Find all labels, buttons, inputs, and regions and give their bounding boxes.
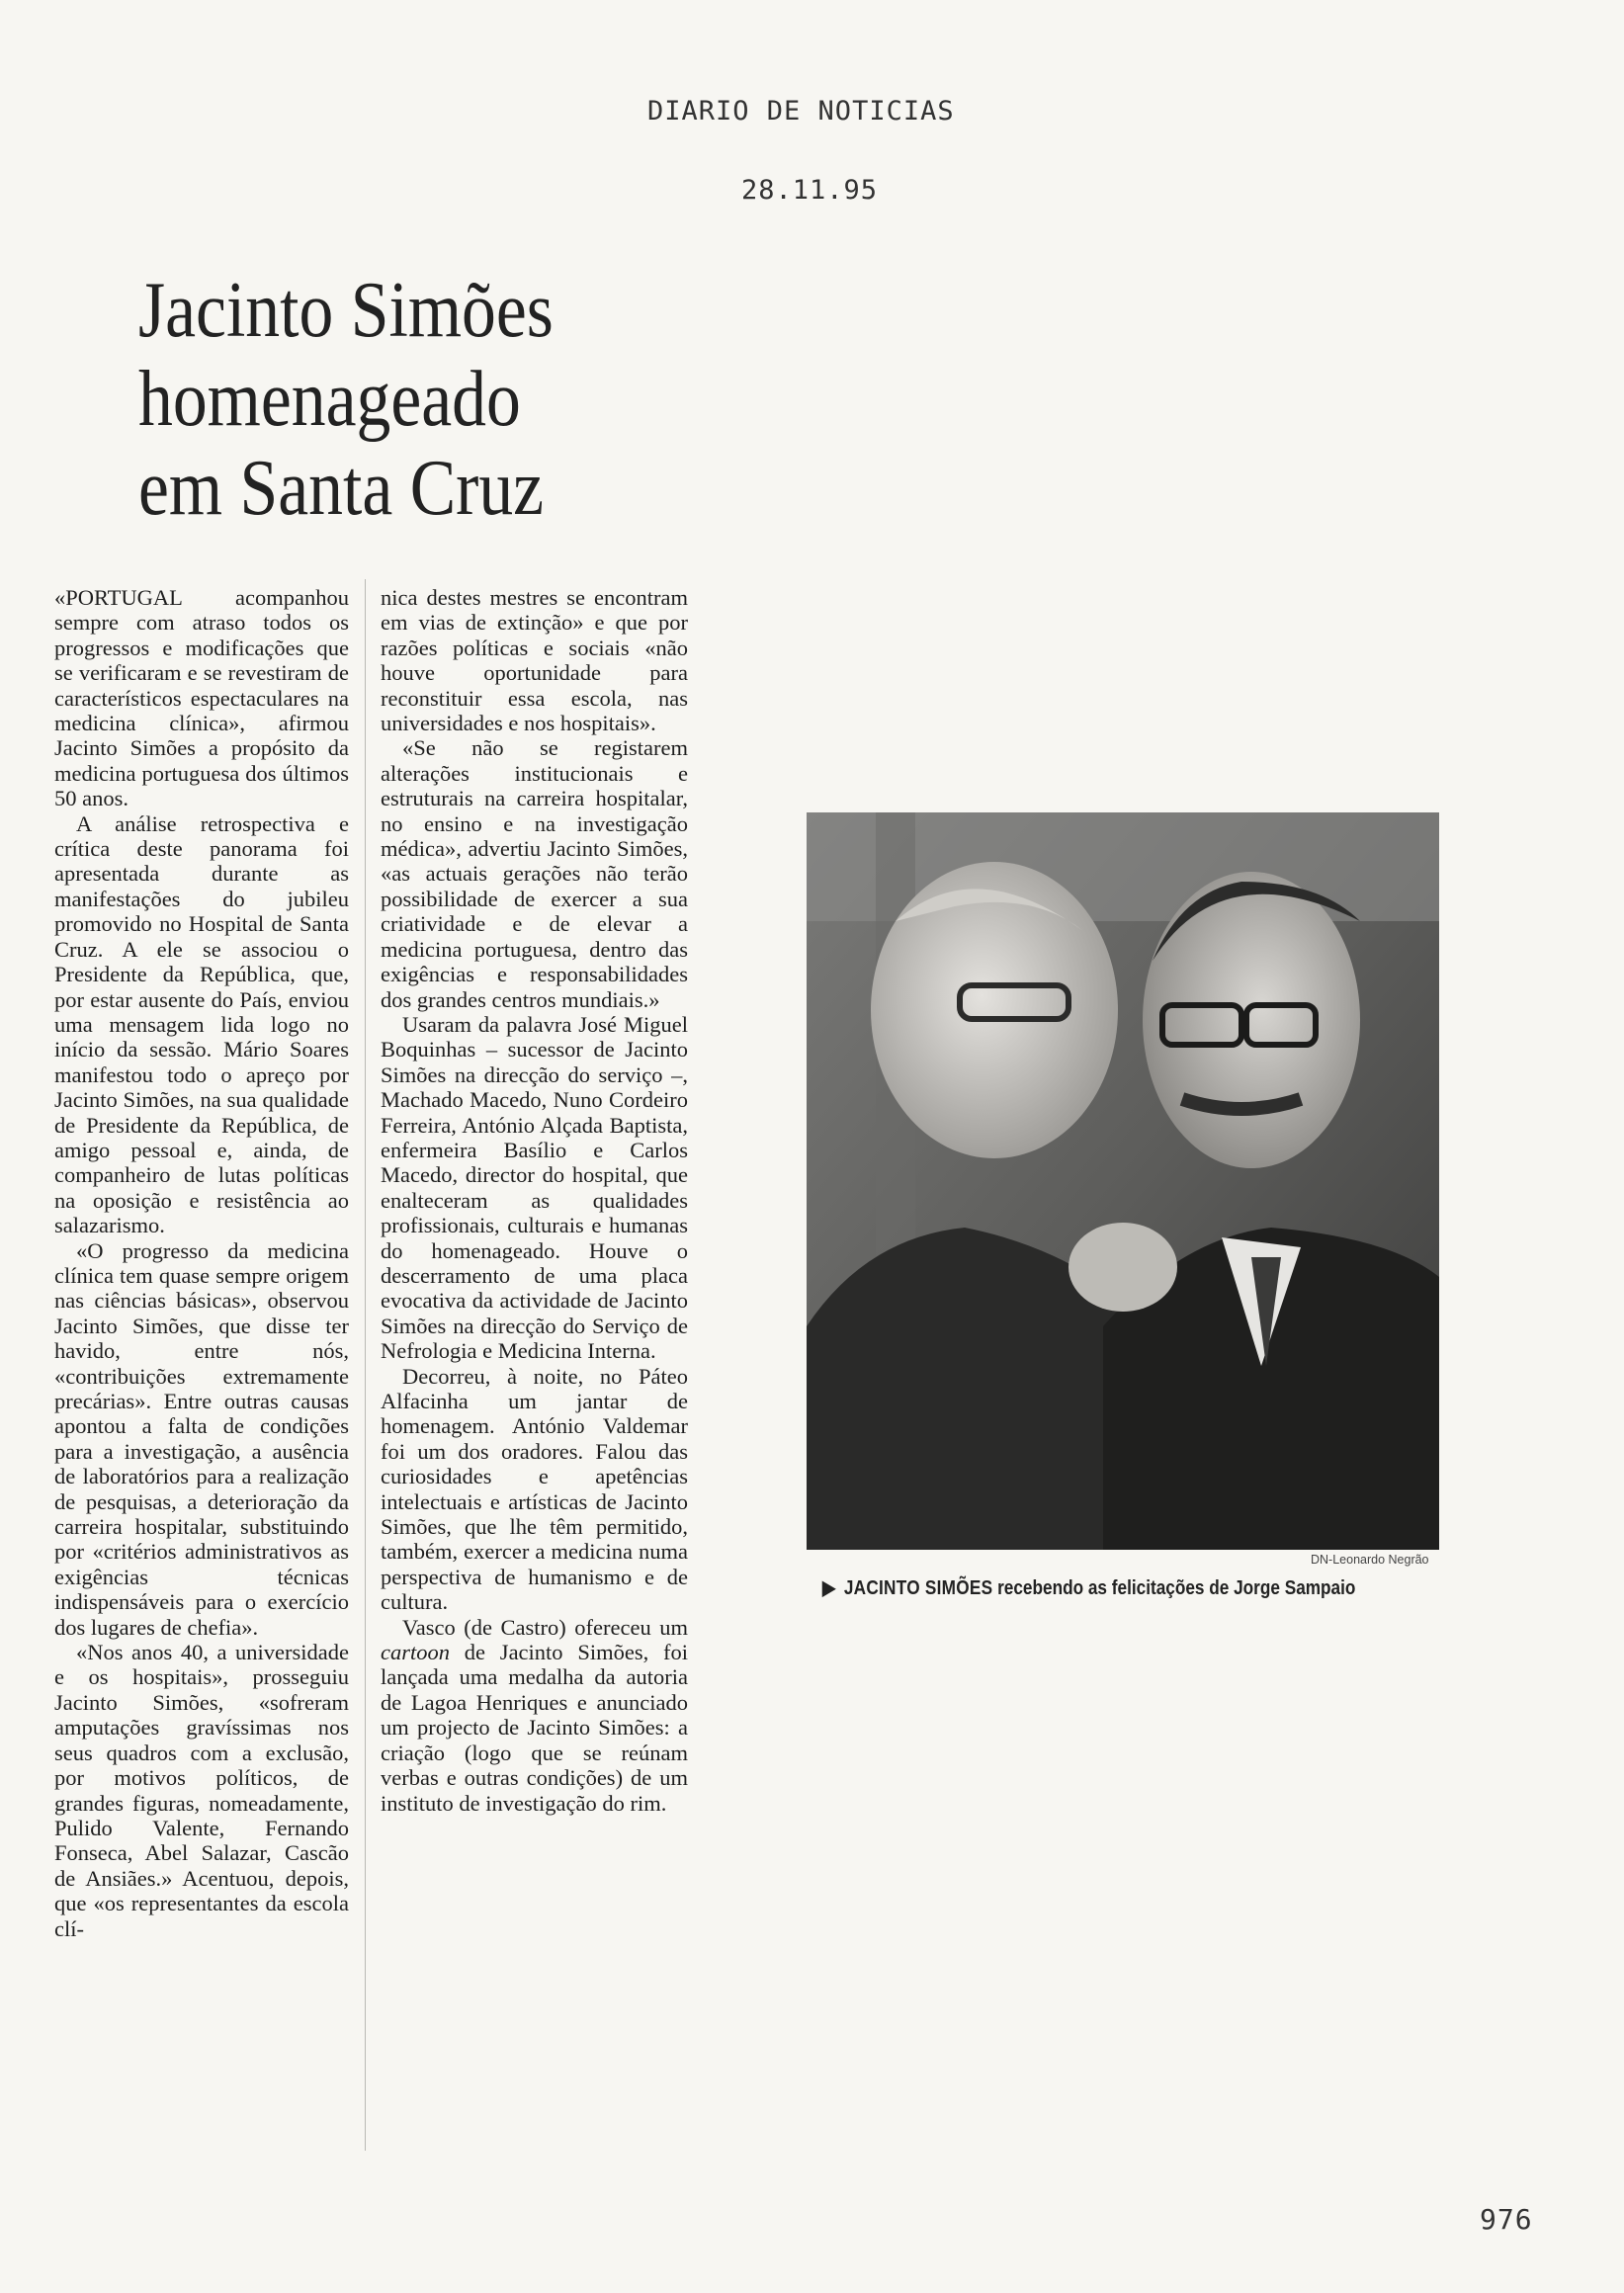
triangle-arrow-icon: ▶ bbox=[822, 1577, 836, 1599]
photo-caption bbox=[822, 1575, 1366, 1600]
headline bbox=[138, 265, 580, 532]
newspaper-source: DIARIO DE NOTICIAS bbox=[647, 96, 955, 127]
page-number: 976 bbox=[1480, 2203, 1533, 2236]
headline-line: homenageado bbox=[138, 354, 521, 443]
headline-line: Jacinto Simões bbox=[138, 265, 554, 354]
headline-line: em Santa Cruz bbox=[138, 443, 545, 532]
paragraph: nica destes mestres se encontram em vias de extinção» e que por razões políticas e sociais «não houve oportunidade para reconstituir essa escola, nas universidades e nos hospitais». bbox=[381, 585, 688, 736]
paragraph: Usaram da palavra José Miguel Boquinhas – sucessor de Jacinto Simões na direcção do serviço –, Machado Macedo, Nuno Cordeiro Ferreira, António Alçada Baptista, enfermeira Basílio e Carlos Macedo, director do hospital, que enalteceram as qualidades profissionais, culturais e humanas do homenageado. Houve o descerramento de uma placa evocativa da actividade de Jacinto Simões na direcção do Serviço de Nefrologia e Medicina Interna. bbox=[381, 1011, 688, 1364]
column-divider bbox=[365, 579, 366, 2151]
text-run: de Jacinto Simões, foi lançada uma medalha da autoria de Lagoa Henriques e anunciado um projecto de Jacinto Simões: a criação (logo que se reúnam verbas e outras condições) de um instituto de investigação do rim. bbox=[381, 1640, 688, 1816]
article-column-1 bbox=[54, 585, 349, 1941]
paragraph: «PORTUGAL acompanhou sempre com atraso todos os progressos e modificações que se verificaram e se revestiram de característicos espectaculares na medicina clínica», afirmou Jacinto Simões a propósito da medicina portuguesa dos últimos 50 anos. bbox=[54, 585, 349, 811]
italic-term: cartoon bbox=[381, 1640, 450, 1665]
article-column-2 bbox=[381, 585, 688, 1816]
paragraph: A análise retrospectiva e crítica deste panorama foi apresentada durante as manifestações do jubileu promovido no Hospital de Santa Cruz. A ele se associou o Presidente da República, que, por estar ausente do País, enviou uma mensagem lida logo no início da sessão. Mário Soares manifestou todo o apreço por Jacinto Simões, na sua qualidade de Presidente da República, de amigo pessoal e, ainda, de companheiro de lutas políticas na oposição e resistência ao salazarismo. bbox=[54, 810, 349, 1238]
news-photo bbox=[807, 812, 1439, 1550]
caption-name: JACINTO SIMÕES bbox=[843, 1577, 993, 1599]
caption-text: recebendo as felicitações de Jorge Sampaio bbox=[997, 1577, 1356, 1599]
photo-credit: DN-Leonardo Negrão bbox=[1311, 1553, 1429, 1567]
paragraph: «Se não se registarem alterações institucionais e estruturais na carreira hospitalar, no ensino e na investigação médica», advertiu Jacinto Simões, «as actuais gerações não terão possibilidade de exercer a sua criatividade e de elevar a medicina portuguesa, dentro das exigências e responsabilidades dos grandes centros mundiais.» bbox=[381, 735, 688, 1012]
text-run: Vasco (de Castro) ofereceu um bbox=[402, 1614, 688, 1640]
paragraph: «O progresso da medicina clínica tem quase sempre origem nas ciências básicas», observou Jacinto Simões, que disse ter havido, entre nós, «contribuições extremamente precárias». Entre outras causas apontou a falta de condições para a investigação, a ausência de laboratórios para a realização de pesquisas, a deterioração da carreira hospitalar, substituindo por «critérios administrativos as exigências técnicas indispensáveis para o exercício dos lugares de chefia». bbox=[54, 1237, 349, 1640]
paragraph: Decorreu, à noite, no Páteo Alfacinha um jantar de homenagem. António Valdemar foi um dos oradores. Falou das curiosidades e apetências intelectuais e artísticas de Jacinto Simões, que lhe têm permitido, também, exercer a medicina numa perspectiva de humanismo e de cultura. bbox=[381, 1363, 688, 1615]
publication-date: 28.11.95 bbox=[741, 175, 879, 206]
photo-illustration bbox=[807, 812, 1439, 1550]
paragraph-final bbox=[381, 1615, 688, 1816]
paragraph: «Nos anos 40, a universidade e os hospitais», prosseguiu Jacinto Simões, «sofreram amputações gravíssimas nos seus quadros com a exclusão, por motivos políticos, de grandes figuras, nomeadamente, Pulido Valente, Fernando Fonseca, Abel Salazar, Cascão de Ansiães.» Acentuou, depois, que «os representantes da escola clí- bbox=[54, 1640, 349, 1941]
